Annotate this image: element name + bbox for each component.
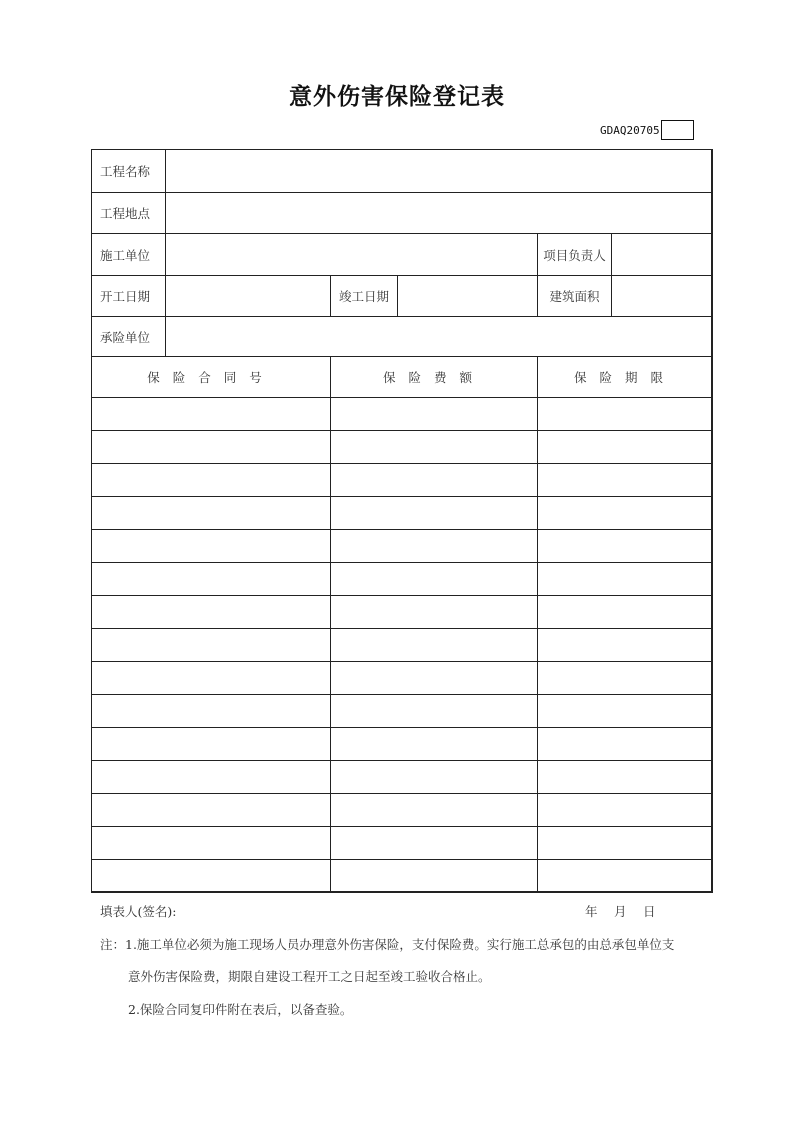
premium-amount-cell[interactable] (331, 497, 537, 529)
form-code-area (600, 120, 694, 140)
form-title: 意外伤害保险登记表 (289, 84, 505, 110)
label-construction-unit: 施工单位 (100, 247, 151, 263)
insurance-period-cell[interactable] (538, 695, 712, 727)
note-1-line-1: 注：1.施工单位必须为施工现场人员办理意外伤害保险，支付保险费。实行施工总承包的由总承包单位支 (100, 937, 675, 952)
contract-number-cell[interactable] (92, 761, 330, 793)
insurance-period-cell[interactable] (538, 530, 712, 562)
project-manager-field[interactable] (612, 234, 712, 275)
contract-number-cell[interactable] (92, 464, 330, 496)
registration-form (91, 149, 713, 893)
premium-amount-cell[interactable] (331, 695, 537, 727)
completion-date-field[interactable] (398, 276, 537, 316)
contract-number-cell[interactable] (92, 431, 330, 463)
premium-amount-cell[interactable] (331, 827, 537, 859)
premium-amount-cell[interactable] (331, 431, 537, 463)
insurance-period-cell[interactable] (538, 860, 712, 892)
insurance-period-cell[interactable] (538, 464, 712, 496)
contract-number-cell[interactable] (92, 497, 330, 529)
insurance-period-cell[interactable] (538, 563, 712, 595)
premium-amount-cell[interactable] (331, 464, 537, 496)
premium-amount-cell[interactable] (331, 530, 537, 562)
insurance-period-cell[interactable] (538, 794, 712, 826)
contract-number-cell[interactable] (92, 398, 330, 430)
premium-amount-cell[interactable] (331, 761, 537, 793)
filler-signature-label: 填表人(签名): (100, 904, 177, 919)
insurance-period-cell[interactable] (538, 827, 712, 859)
contract-number-cell[interactable] (92, 827, 330, 859)
label-building-area: 建筑面积 (549, 289, 600, 304)
form-number-box[interactable] (661, 120, 694, 140)
insurance-period-cell[interactable] (538, 761, 712, 793)
contract-number-cell[interactable] (92, 530, 330, 562)
insurance-period-cell[interactable] (538, 629, 712, 661)
premium-amount-cell[interactable] (331, 662, 537, 694)
contract-number-cell[interactable] (92, 662, 330, 694)
header-premium-amount: 保险费额 (382, 370, 485, 385)
start-date-field[interactable] (166, 276, 330, 316)
note-1-line-2: 意外伤害保险费，期限自建设工程开工之日起至竣工验收合格止。 (128, 969, 491, 984)
note-2: 2.保险合同复印件附在表后，以备查验。 (128, 1002, 353, 1017)
label-completion-date: 竣工日期 (339, 289, 390, 304)
label-project-name: 工程名称 (100, 164, 151, 179)
header-insurance-period: 保险期限 (573, 370, 676, 385)
insurance-period-cell[interactable] (538, 596, 712, 628)
contract-number-cell[interactable] (92, 563, 330, 595)
insurance-period-cell[interactable] (538, 431, 712, 463)
insurance-period-cell[interactable] (538, 662, 712, 694)
insurer-field[interactable] (166, 317, 712, 356)
premium-amount-cell[interactable] (331, 596, 537, 628)
insurance-period-cell[interactable] (538, 728, 712, 760)
construction-unit-field[interactable] (166, 234, 537, 275)
label-insurer: 承险单位 (100, 329, 151, 345)
premium-amount-cell[interactable] (331, 860, 537, 892)
premium-amount-cell[interactable] (331, 794, 537, 826)
label-start-date: 开工日期 (100, 289, 151, 304)
insurance-period-cell[interactable] (538, 497, 712, 529)
contract-number-cell[interactable] (92, 860, 330, 892)
project-name-field[interactable] (166, 150, 712, 192)
building-area-field[interactable] (612, 276, 712, 316)
premium-amount-cell[interactable] (331, 629, 537, 661)
header-contract-number: 保险合同号 (147, 370, 275, 385)
premium-amount-cell[interactable] (331, 563, 537, 595)
premium-amount-cell[interactable] (331, 728, 537, 760)
form-code: GDAQ20705 (600, 123, 660, 137)
label-project-location: 工程地点 (100, 206, 151, 221)
contract-number-cell[interactable] (92, 695, 330, 727)
contract-number-cell[interactable] (92, 728, 330, 760)
project-location-field[interactable] (166, 193, 712, 233)
label-project-manager: 项目负责人 (543, 247, 606, 263)
fill-date-label: 年 月 日 (585, 904, 656, 919)
contract-number-cell[interactable] (92, 794, 330, 826)
contract-number-cell[interactable] (92, 596, 330, 628)
insurance-period-cell[interactable] (538, 398, 712, 430)
contract-number-cell[interactable] (92, 629, 330, 661)
premium-amount-cell[interactable] (331, 398, 537, 430)
